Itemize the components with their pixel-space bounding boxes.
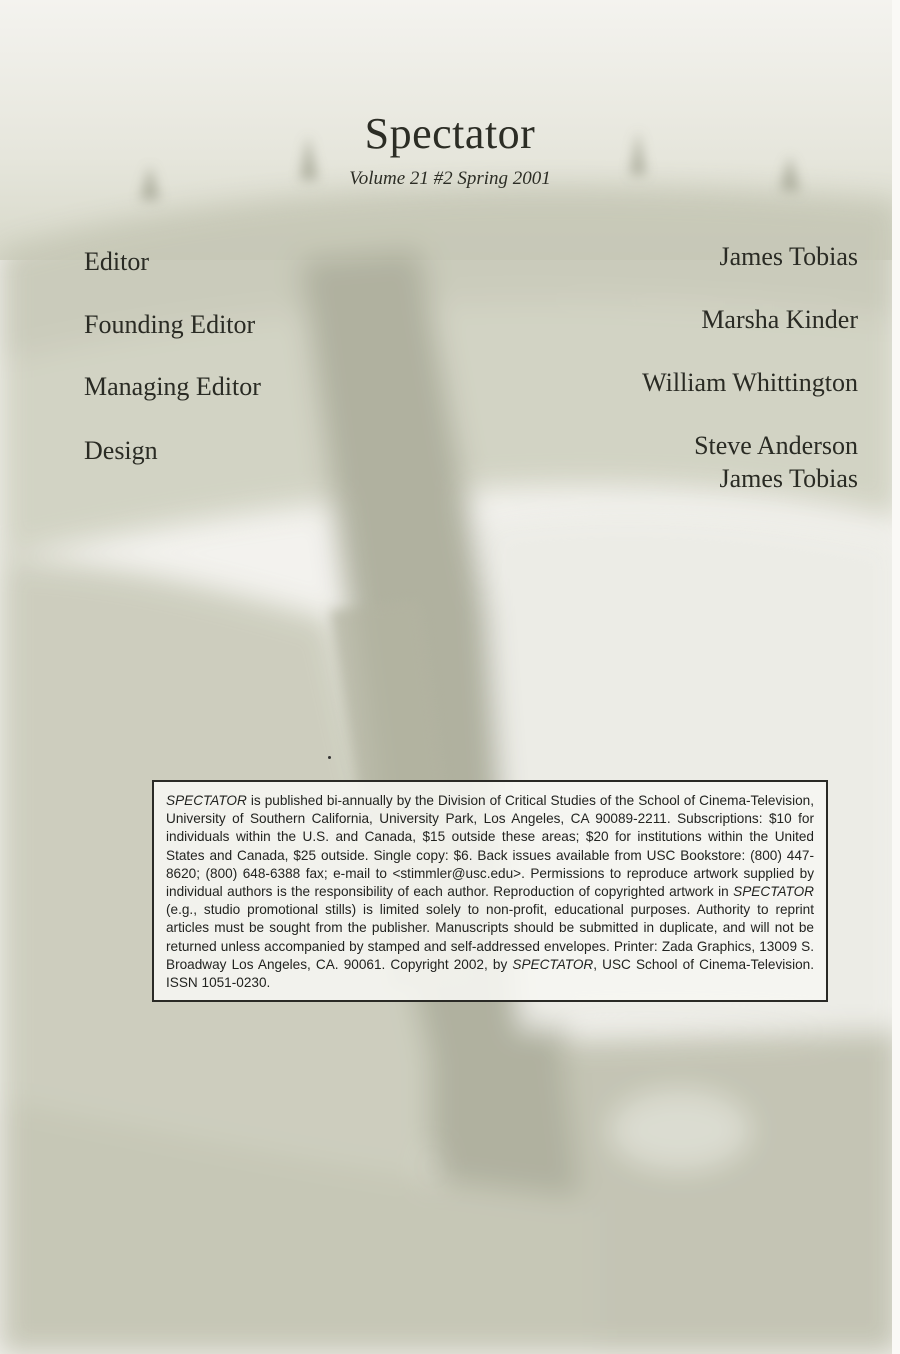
- notice-text-1: is published bi-annually by the Division of Critical Studies of the School of Cinema-Television, University of Southern California, University Park, Los Angeles, CA 90089-2211. Subscriptions: $10 for individuals within the U.S. and Canada, $15 outside these areas; $20 for institutions within the United States and Canada, $25 outside. Single copy: $6. Back issues available from USC Bookstore: (800) 447-8620; (800) 648-6388 fax; e-mail to <stimmler@usc.edu>. Permissions to reproduce artwork supplied by individual authors is the responsibility of each author. Reproduction of copyrighted artwork in: [166, 793, 814, 900]
- role-editor: Editor: [84, 247, 149, 276]
- name-managing-editor: William Whittington: [642, 368, 858, 397]
- notice-italic-1: SPECTATOR: [166, 793, 247, 808]
- name-founding-editor: Marsha Kinder: [701, 305, 858, 334]
- notice-italic-2: SPECTATOR: [733, 884, 814, 900]
- name-editor: James Tobias: [719, 242, 858, 271]
- notice-text-3: , USC School of Cinema-Television. ISSN 1051-0230.: [166, 956, 814, 991]
- magazine-title: Spectator: [364, 109, 536, 158]
- role-founding-editor: Founding Editor: [84, 310, 256, 339]
- role-design: Design: [84, 436, 158, 465]
- notice-text-2: (e.g., studio promotional stills) is limited solely to non-profit, educational purposes. Authority to reprint articles must be sought from the publisher. Manuscripts should be submitted in duplicate, and will not be returned unless accompanied by stamped and self-addressed envelopes. Printer: Zada Graphics, 13009 S. Broadway Los Angeles, CA. 90061. Copyright 2002, by: [166, 902, 814, 972]
- issue-line: Volume 21 #2 Spring 2001: [349, 168, 551, 189]
- name-design-2: James Tobias: [719, 464, 858, 493]
- name-design-1: Steve Anderson: [694, 431, 858, 460]
- role-managing-editor: Managing Editor: [84, 372, 261, 401]
- publication-notice: [152, 780, 828, 1002]
- notice-italic-3: SPECTATOR: [512, 956, 594, 972]
- stray-dot: [328, 756, 331, 759]
